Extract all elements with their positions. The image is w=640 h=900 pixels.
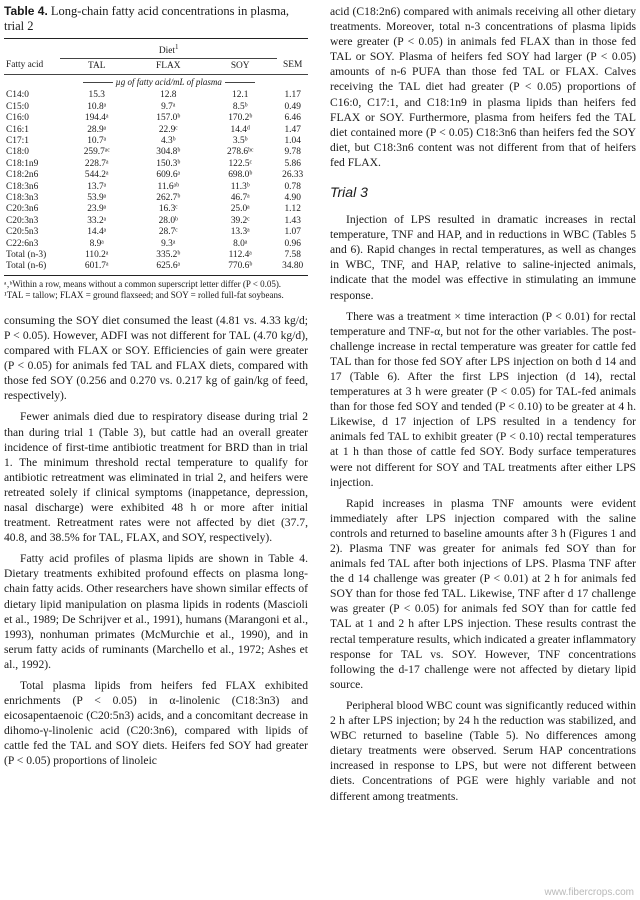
cell-soy: 8.5ᵇ [232,101,248,112]
cell-soy: 698.0ᵇ [228,170,253,181]
body-paragraph: Peripheral blood WBC count was significantly reduced within 2 h after LPS injection; by 24 h the reduction was stabilized, and WBC returned to baseline (Table 5). No differences among dietary treatments were observed. Serum HAP concentrations increased in response to LPS, but were not different between diets. Concentrations of PGE were highly variable and not different among treatments. [330,698,636,803]
cell-tal: 228.7ᵃ [84,158,109,169]
cell-sem: 5.86 [284,158,301,169]
cell-sem: 6.46 [284,113,301,124]
cell-tal: 53.9ᵃ [87,193,107,203]
cell-soy: 14.4ᵈ [230,124,250,135]
table-row [4,147,308,158]
cell-tal: 13.7ᵃ [87,181,107,192]
table-row [4,227,308,238]
cell-tal: 110.2ᵃ [85,250,109,261]
cell-flax: 22.9ᶜ [158,124,178,135]
cell-tal: 601.7ᵃ [60,261,133,275]
fatty-acid-name: C18:2n6 [6,170,39,181]
cell-soy: 3.5ᵇ [232,135,248,146]
fatty-acid-name: C18:0 [6,147,29,158]
cell-sem: 0.78 [284,181,301,192]
table-body [4,90,308,275]
table-row [4,170,308,181]
table-caption [4,4,308,34]
table-row [4,239,308,250]
fatty-acid-name: C20:3n3 [6,215,39,226]
cell-sem: 34.80 [277,261,308,275]
section-heading-trial-3: Trial 3 [330,184,368,201]
table-row [4,204,308,215]
fatty-acid-name: C14:0 [6,90,29,101]
cell-sem: 1.07 [284,227,301,238]
cell-sem: 1.47 [284,124,301,135]
cell-sem: 1.43 [284,215,301,226]
body-paragraph: Fewer animals died due to respiratory disease during trial 2 than during trial 1 (Table 3), but cattle had an overall greater incidence of first-time antibiotic treatment for BRD than in trial 1. The minimum threshold rectal temperature to qualify for antibiotic retreatment was eliminated in trial 2, and heifers were retreated solely if clinical symptoms (inappetance, depression, nasal discharge) were exhibited 48 h or more after initial treatment. Retreatment rates were not affected by diet (37.7, 40.8, and 38.5% for TAL, FLAX, and SOY, respectively). [4,410,308,545]
body-paragraph: consuming the SOY diet consumed the least (4.81 vs. 4.33 kg/d; P < 0.05). However, ADFI was not different for TAL (4.70 kg/d), compared with FLAX or SOY. Efficiencies of gain were greater (P < 0.05) for animals fed TAL and FLAX diets, compared with those fed SOY (0.256 and 0.270 vs. 0.217 kg of gain/kg of feed, respectively). [4,313,308,403]
cell-sem: 7.58 [284,250,301,261]
cell-tal: 28.9ᵃ [87,124,107,135]
watermark: www.fibercrops.com [544,887,634,898]
fatty-acid-name: C15:0 [6,101,29,112]
cell-tal: 259.7ᵃᶜ [83,147,110,158]
cell-tal: 15.3 [88,90,105,101]
fatty-acid-name: C18:3n6 [6,181,39,192]
table-row [4,216,308,227]
cell-tal: 10.7ᵃ [87,135,107,146]
column-header: SOY [203,58,277,74]
column-header: FLAX [133,58,203,74]
cell-soy: 278.6ᵇᶜ [227,147,254,158]
cell-sem: 4.90 [284,193,301,203]
cell-soy: 122.5ᶜ [228,158,252,169]
cell-soy: 112.4ᵃ [228,250,252,261]
cell-sem: 9.78 [284,147,301,158]
cell-tal: 10.8ᵃ [87,101,107,112]
cell-soy: 12.1 [232,90,249,101]
cell-soy: 25.0ᵃ [230,204,250,215]
cell-tal: 544.2ᵃ [84,170,109,181]
cell-sem: 1.17 [284,90,301,101]
cell-soy: 770.6ᵇ [203,261,277,275]
body-paragraph: Injection of LPS resulted in dramatic increases in rectal temperature, TNF and HAP, and in reductions in WBC (Tables 5 and 6). Rapid changes in rectal temperatures, as well as changes in WBC, TNF, and HAP, relative to saline-injected animals, indicate that the model was effective in stimulating an immune response. [330,213,636,302]
footnote-significance: ᵃ‚ᵇWithin a row, means without a common superscript letter differ (P < 0.05). [4,278,282,289]
cell-soy: 170.2ᵇ [228,113,253,124]
table-number: Table 4. [4,4,48,18]
table-row [4,261,308,275]
cell-tal: 14.4ᵃ [87,227,107,238]
fatty-acid-table [4,38,308,276]
fatty-acid-name: C16:0 [6,113,29,124]
cell-flax: 28.7ᶜ [158,227,178,238]
cell-flax: 9.3ᵃ [161,238,176,249]
cell-flax: 9.7ᵃ [161,101,176,112]
cell-soy: 13.3ᵃ [230,227,250,238]
cell-flax: 157.0ᵇ [156,113,181,124]
body-paragraph: Fatty acid profiles of plasma lipids are shown in Table 4. Dietary treatments exhibited profound effects on plasma long-chain fatty acids. Other researchers have shown similar effects of dietary lipid manipulation on plasma lipids in rodents (Mascioli et al., 1989; De Schrijver et al., 1991), humans (Marangoni et al., 1993), nonhuman primates (McMurchie et al., 1990), and in serum fatty acids of ruminants (Marchello et al., 1972; Ashes et al., 1992). [4,552,308,671]
fatty-acid-name: C18:3n3 [6,193,39,203]
cell-flax: 262.7ᵇ [156,193,181,203]
cell-soy: 39.2ᶜ [230,215,250,226]
cell-flax: 150.3ᵇ [156,158,181,169]
body-paragraph: There was a treatment × time interaction (P < 0.01) for rectal temperature and TNF-α, but not for the other variables. The post-challenge increase in rectal temperature was greater for cattle fed TAL than for those fed SOY after LPS injection on both d 14 and 17 (Table 6). After the first LPS injection (d 14), rectal temperatures at 3 h were greater (P < 0.05) for TAL-fed animals than for those fed SOY and tended (P < 0.10) to be greater at 4 h. Likewise, d 17 injection of LPS resulted in a tendency for animals fed TAL to exhibit greater (P < 0.10) rectal temperatures at 1 h than those of cattle fed SOY. Body surface temperatures were not different for SOY and TAL treatments after either LPS injection. [330,309,636,489]
fatty-acid-name: Total (n-3) [6,250,47,261]
cell-flax: 16.3ᶜ [158,204,178,215]
fatty-acid-name: C18:1n9 [6,158,39,169]
cell-tal: 23.9ᵃ [87,204,107,215]
cell-soy: 8.0ᵃ [233,238,248,249]
table-row [4,113,308,124]
right-body-text [330,212,636,804]
cell-soy: 11.3ᵇ [230,181,250,192]
left-body-text [4,313,308,769]
cell-flax: 28.0ᵇ [158,215,178,226]
column-header: SEM [277,58,308,74]
fatty-acid-name: C20:3n6 [6,204,39,215]
table-row [4,90,308,101]
cell-soy: 46.7ᵃ [230,193,250,203]
continued-paragraph: acid (C18:2n6) compared with animals receiving all other dietary treatments. Moreover, total n-3 concentrations of plasma lipids were greater (P < 0.05) in animals fed FLAX than in those fed TAL or SOY. Plasma of heifers fed SOY had larger (P < 0.05) amounts of n-6 PUFA than those fed TAL or FLAX. Calves receiving the TAL diet had greater (P < 0.05) proportions of C16:0, C17:1, and C18:1n9 in plasma lipids than heifers fed FLAX or SOY. Furthermore, plasma from heifers fed the TAL diet contained more (P < 0.05) C18:3n6 than heifers fed the SOY diet, but C18:3n6 content was not different from that of heifers fed FLAX. [330,5,636,169]
cell-flax: 11.6ᵃᵇ [157,181,180,192]
table-row [4,102,308,113]
cell-flax: 609.6ᵃ [156,170,181,181]
column-header: TAL [60,58,133,74]
cell-sem: 1.04 [284,135,301,146]
cell-flax: 335.2ᵇ [156,250,181,261]
fatty-acid-name: C20:5n3 [6,227,39,238]
table-title: Long-chain fatty acid concentrations in plasma, trial 2 [4,4,290,33]
cell-flax: 625.6ᵃ [133,261,203,275]
body-paragraph: Total plasma lipids from heifers fed FLAX exhibited enrichments (P < 0.05) in α-linolenic (C18:3n3) and eicosapentaenoic (C20:5n3) acids, and a concomitant decrease in dihomo-γ-linolenic acid (C20:3n6), compared with lipids of cattle fed the TAL and SOY diets. Heifers fed SOY had greater (P < 0.05) proportions of linoleic [4,679,308,768]
right-column [330,4,636,804]
column-header-row [4,58,308,74]
left-column [4,4,308,769]
cell-tal: 8.9ᵃ [89,238,104,249]
cell-sem: 1.12 [284,204,301,215]
table-row [4,250,308,261]
cell-flax: 304.8ᵇ [156,147,181,158]
unit-row [4,74,308,90]
fatty-acid-name: C22:6n3 [6,238,39,249]
table-row [4,136,308,147]
cell-tal: 33.2ᵃ [87,215,107,226]
fatty-acid-name: Total (n-6) [4,261,60,275]
cell-tal: 194.4ᵃ [84,113,109,124]
table-row [4,159,308,170]
table-row [4,125,308,136]
cell-sem: 0.49 [284,101,301,112]
table-row [4,193,308,204]
table-row [4,182,308,193]
cell-flax: 4.3ᵇ [160,135,176,146]
fatty-acid-name: C17:1 [6,135,29,146]
cell-sem: 0.96 [284,238,301,249]
cell-sem: 26.33 [282,170,304,181]
column-header: Fatty acid [4,58,60,74]
fatty-acid-name: C16:1 [6,124,29,135]
footnote-diet: ¹TAL = tallow; FLAX = ground flaxseed; and SOY = rolled full-fat soybeans. [4,289,284,300]
unit-label: µg of fatty acid/mL of plasma [115,76,222,87]
diet-header: Diet$^1$ [60,39,277,59]
body-paragraph: Rapid increases in plasma TNF amounts were evident immediately after LPS injection compared with the saline controls and returned to baseline amounts after 3 h (Figures 1 and 2). Plasma TNF was greater for animals fed SOY than for animals fed TAL after both injections of LPS. Plasma TNF after the d 14 challenge was greater (P < 0.01) at 2 h for animals fed SOY than for those fed TAL. Likewise, TNF after d 17 challenge was greater (P < 0.05) for animals fed SOY than for cattle fed TAL at 1 and 2 h after LPS injection. These results contrast the rectal temperature results, which indicated a greater inflammatory response for TAL vs. SOY. However, TNF concentrations following the d-17 challenge were not affected by dietary lipid source. [330,496,636,691]
cell-flax: 12.8 [160,90,177,101]
